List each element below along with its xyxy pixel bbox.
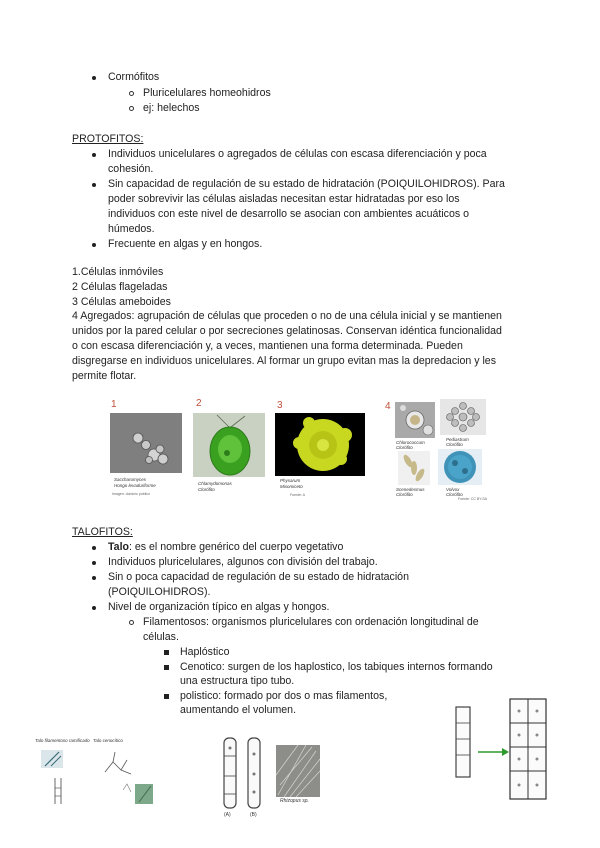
figure-note: Talo cenocítico [93,738,123,743]
caption: Pediastrum [446,437,469,442]
filamentosos-line: Filamentosos: organismos pluricelulares con ordenación longitudinal de [143,616,479,628]
subitem-line: una estructura tipo tubo. [180,675,295,687]
protofitos-type: 2 Células flageladas [72,281,168,293]
protofitos-bullet-line: Individuos unicelulares o agregados de células con escasa diferenciación y poca [108,148,487,160]
bullet [92,183,96,187]
subitem-line: Cenotico: surgen de los haplostico, los tabiques internos formando [180,661,493,673]
bullet [92,243,96,247]
caption: Clorófito [446,442,463,447]
polistic-drawing [450,697,550,803]
image-credit: Fuente: A [290,493,305,497]
protofitos-bullet-line: húmedos. [108,223,155,235]
scenedesmus-image [398,451,430,485]
talo-term: Talo [108,541,129,553]
chlamydomonas-image [193,413,265,477]
square-bullet [164,694,169,699]
caption: Clorófito [396,492,413,497]
figure-label: (B) [250,812,257,818]
protofitos-heading: PROTOFITOS: [72,133,144,145]
talofitos-bullet-line: Nivel de organización típico en algas y hongos. [108,601,330,613]
caption: Clorófito [446,492,463,497]
protofitos-type: 3 Células ameboides [72,296,171,308]
caption: Rhizopus sp. [280,798,309,804]
agregados-line: unidos por la pared celular o por secreciones gelatinosas. Conservan idéntica funcionalidad [72,325,502,337]
caption: Physarum [280,478,301,483]
figure-label: (A) [224,812,231,818]
protofitos-bullet-line: cohesión. [108,163,154,175]
caption: Chlamydomonas [198,481,232,486]
caption: Clorófito [396,445,413,450]
agregados-line: permite flotar. [72,370,137,382]
volvox-image [438,449,482,485]
caption: Chlorococcum [396,440,425,445]
protofitos-type: 1.Células inmóviles [72,266,164,278]
rhizopus-image [276,745,320,797]
bullet [92,153,96,157]
figure-note: Talo filamentoso ramificado [35,738,90,743]
figure-number: 4 [385,401,391,412]
talo-text: : es el nombre genérico del cuerpo vegetativo [129,541,344,553]
subitem-line: aumentando el volumen. [180,704,297,716]
square-bullet [164,650,169,655]
caption: Hongo levaduriforme [114,483,156,488]
cenocitic-drawing [218,734,266,814]
haplostic-drawing [35,744,165,806]
yeast-cells-image [110,413,182,473]
caption: Saccharomyces [114,477,147,482]
caption: Mixomiceto [280,484,303,489]
filamentosos-line: células. [143,631,179,643]
subitem-line: Haplóstico [180,646,230,658]
protofitos-bullet-line: individuos con este nivel de desarrollo se asocian con ambientes acuáticos o [108,208,469,220]
caption: Scenedesmus [396,487,425,492]
bullet [92,606,96,610]
talo-definition [108,540,343,554]
protofitos-bullet-line: poder sobrevivir las células aisladas necesitan estar hidratadas por eso los [108,193,460,205]
square-bullet [164,665,169,670]
bullet [92,546,96,550]
figure-number: 2 [196,398,202,409]
talofitos-bullet-line: Individuos pluricelulares, algunos con división del trabajo. [108,556,378,568]
sub-bullet [129,91,134,96]
cormofitos-item: ej: helechos [143,102,200,114]
talofitos-bullet-line: (POIQUILOHIDROS). [108,586,211,598]
subitem-line: polistico: formado por dos o mas filamentos, [180,690,388,702]
cormofitos-item: Pluricelulares homeohidros [143,87,271,99]
image-credit: Fuente: CC BY-SA [458,497,488,501]
figure-number: 1 [111,399,117,410]
bullet [92,576,96,580]
image-credit: Imagen: dominio público [112,492,150,496]
caption: Volvox [446,487,460,492]
protofitos-bullet-line: Sin capacidad de regulación de su estado de hidratación (POIQUILOHIDROS). Para [108,178,505,190]
sub-bullet [129,106,134,111]
caption: Clorófito [198,487,215,492]
physarum-image [275,413,365,476]
sub-bullet [129,620,134,625]
talofitos-bullet-line: Sin o poca capacidad de regulación de su estado de hidratación [108,571,409,583]
agregados-line: 4 Agregados: agrupación de células que proceden o no de una célula inicial y se mantienen [72,310,502,322]
figure-number: 3 [277,400,283,411]
talofitos-heading: TALOFITOS: [72,526,133,538]
bullet [92,76,96,80]
agregados-line: o con escasa diferenciación y, a veces, mantienen una forma determinada. Pueden [72,340,463,352]
protofitos-bullet-line: Frecuente en algas y en hongos. [108,238,263,250]
cormofitos-title: Cormófitos [108,71,160,83]
agregados-line: disgregarse en individuos unicelulares. Al formar un grupo evitan mas la depredacion y les [72,355,496,367]
bullet [92,561,96,565]
pediastrum-image [440,399,486,435]
aggregates-image-a [395,402,435,438]
